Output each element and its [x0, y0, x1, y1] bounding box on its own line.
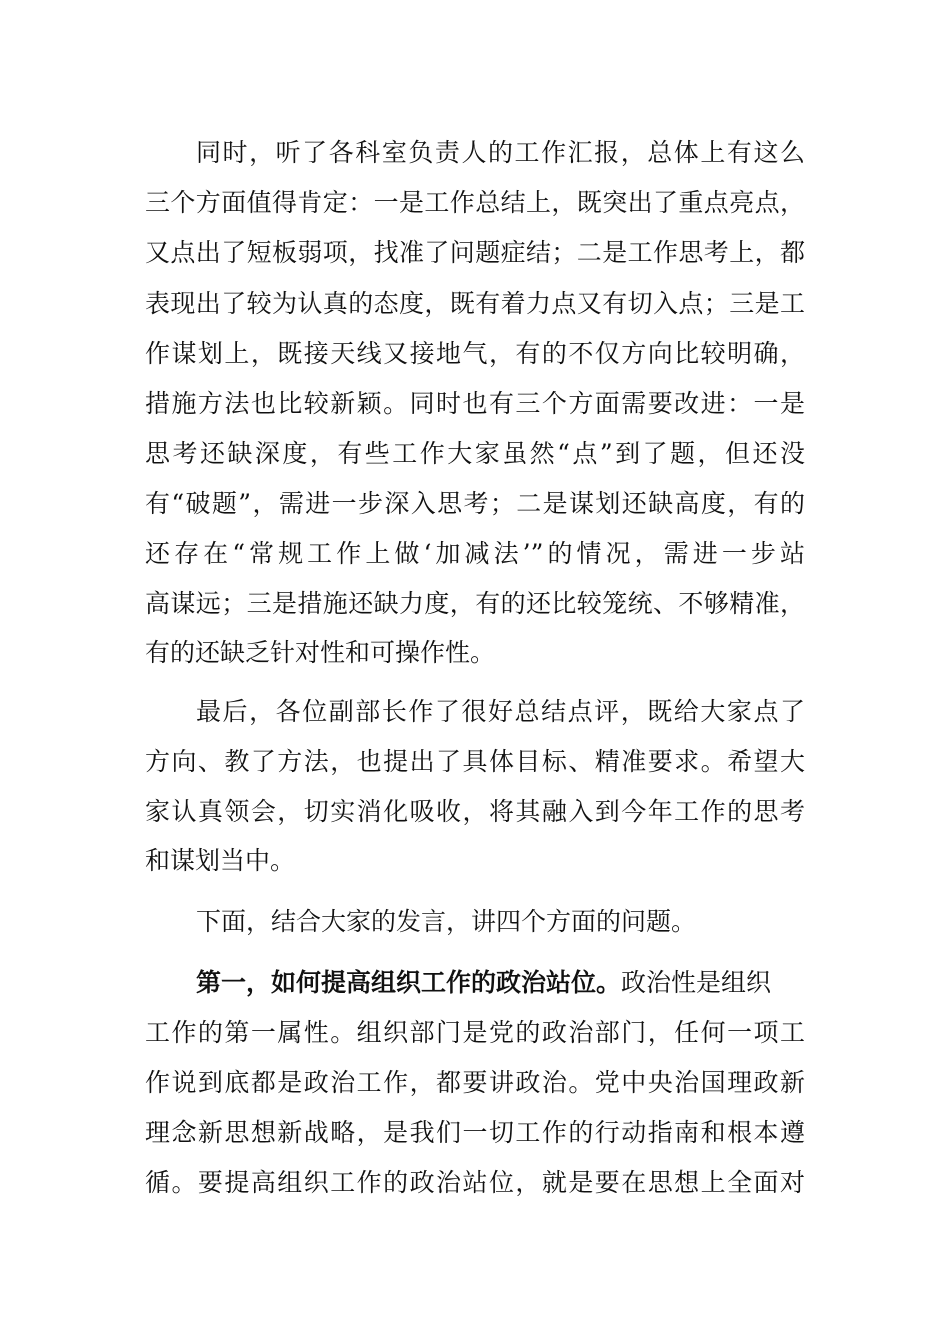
paragraph-2-line-2: 方向、教了方法，也提出了具体目标、精准要求。希望大 [145, 747, 805, 776]
paragraph-1-line-2: 三个方面值得肯定：一是工作总结上，既突出了重点亮点， [145, 188, 805, 217]
paragraph-1-line-8: 有“破题”，需进一步深入思考；二是谋划还缺高度，有的 [145, 489, 805, 518]
paragraph-1-line-7: 思考还缺深度，有些工作大家虽然“点”到了题，但还没 [145, 439, 805, 468]
paragraph-4-line-5: 循。要提高组织工作的政治站位，就是要在思想上全面对 [145, 1168, 805, 1197]
paragraph-1-line-4: 表现出了较为认真的态度，既有着力点又有切入点；三是工 [145, 289, 805, 318]
paragraph-1-line-5: 作谋划上，既接天线又接地气，有的不仅方向比较明确， [145, 339, 805, 368]
paragraph-4-line-1-rest: 政治性是组织 [621, 968, 772, 997]
paragraph-1-line-10: 高谋远；三是措施还缺力度，有的还比较笼统、不够精准， [145, 589, 805, 618]
paragraph-1-line-9: 还存在“常规工作上做‘加减法’”的情况，需进一步站 [145, 539, 805, 568]
paragraph-2-line-1: 最后，各位副部长作了很好总结点评，既给大家点了 [196, 697, 805, 726]
paragraph-1-line-11: 有的还缺乏针对性和可操作性。 [145, 638, 496, 667]
paragraph-4-line-1 [196, 963, 805, 1003]
paragraph-4-line-4: 理念新思想新战略，是我们一切工作的行动指南和根本遵 [145, 1118, 805, 1147]
paragraph-1-line-3: 又点出了短板弱项，找准了问题症结；二是工作思考上，都 [145, 238, 805, 267]
paragraph-2-line-4: 和谋划当中。 [145, 846, 296, 875]
paragraph-2-line-3: 家认真领会，切实消化吸收，将其融入到今年工作的思考 [145, 797, 805, 826]
section-heading: 第一，如何提高组织工作的政治站位。 [196, 968, 622, 997]
paragraph-4-line-2: 工作的第一属性。组织部门是党的政治部门，任何一项工 [145, 1018, 805, 1047]
paragraph-1-line-1: 同时，听了各科室负责人的工作汇报，总体上有这么 [196, 138, 805, 167]
paragraph-1-line-6: 措施方法也比较新颖。同时也有三个方面需要改进：一是 [145, 389, 805, 418]
paragraph-4-line-3: 作说到底都是政治工作，都要讲政治。党中央治国理政新 [145, 1068, 805, 1097]
paragraph-3-line-1: 下面，结合大家的发言，讲四个方面的问题。 [196, 907, 697, 936]
